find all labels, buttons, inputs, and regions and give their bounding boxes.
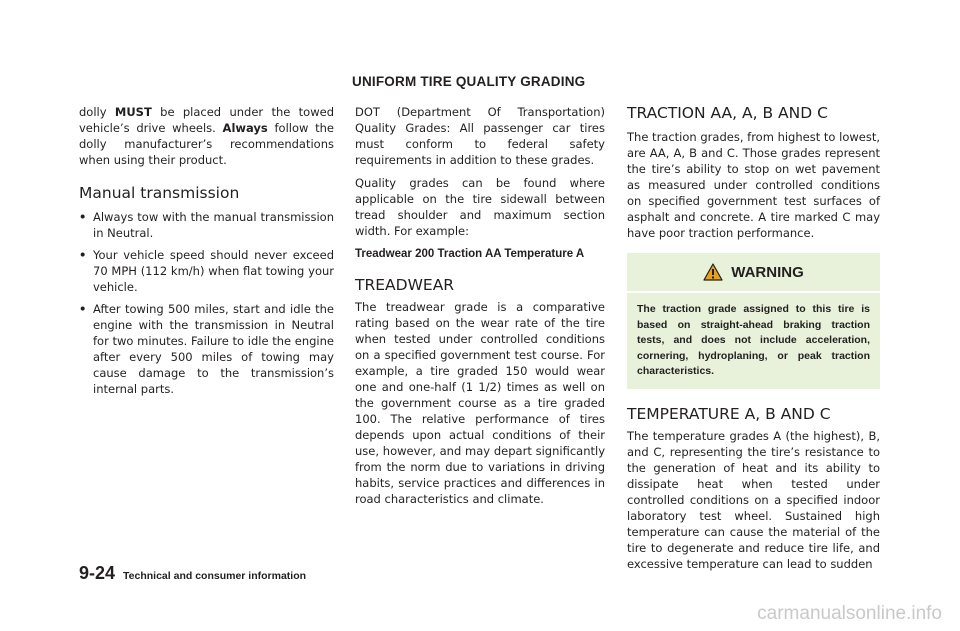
treadwear-paragraph: The treadwear grade is a comparative rating based on the wear rate of the tire when tested under controlled conditions on a specified government test course. For example, a tire graded 150 would wear one and one-half (1 1/2) times as well on the government course as a tire graded 100. The relative performance of tires depends upon actual conditions of their use, however, and may depart significantly from the norm due to variations in driving habits, service practices and differences in road characteristics and climate. [355, 300, 605, 506]
list-item [79, 301, 334, 397]
intro-text-1: dolly [79, 105, 107, 119]
intro-text-2: be placed under the towed vehicle’s drive wheels. [79, 105, 335, 135]
grade-example: Treadwear 200 Traction AA Temperature A [355, 248, 585, 260]
page-number: 9-24 [79, 563, 116, 583]
warning-box [627, 253, 880, 389]
traction-paragraph: The traction grades, from highest to lowest, are AA, A, B and C. Those grades represent the tire’s ability to stop on wet pavement as measured under controlled conditions on specified government test surfaces of asphalt and concrete. A tire marked C may have poor traction performance. [627, 130, 880, 240]
section-title: UNIFORM TIRE QUALITY GRADING [352, 74, 586, 89]
warning-text: The traction grade assigned to this tire is based on straight-ahead braking traction tests, and does not include acceleration, cornering, hydroplaning, or peak traction characteristics. [637, 303, 870, 377]
bullet-text: Always tow with the manual transmission in Neutral. [93, 210, 334, 240]
manual-transmission-heading: Manual transmission [79, 184, 240, 202]
bullet-dot: • [79, 302, 87, 316]
column-right [627, 104, 880, 572]
page-footer [79, 563, 306, 584]
bullet-text: After towing 500 miles, start and idle the engine with the transmission in Neutral for two minutes. Failure to idle the engine after every 500 miles of towing may cause damage to the transmission’s internal parts. [93, 302, 334, 396]
watermark: carmanualsonline.info [757, 603, 942, 624]
footer-chapter-title: Technical and consumer information [123, 570, 307, 582]
manual-transmission-list [79, 209, 334, 397]
always-emphasis: Always [222, 121, 268, 135]
dot-quality-grades-paragraph: DOT (Department Of Transportation) Quality Grades: All passenger car tires must conform to federal safety requirements in addition to these grades. [355, 105, 605, 167]
warning-triangle-icon [703, 263, 723, 281]
bullet-dot: • [79, 248, 87, 262]
list-item [79, 209, 334, 241]
warning-label: WARNING [731, 263, 804, 281]
temperature-heading: TEMPERATURE A, B AND C [627, 404, 831, 423]
bullet-text: Your vehicle speed should never exceed 70 MPH (112 km/h) when flat towing your vehicle. [93, 248, 334, 294]
quality-grades-location-paragraph: Quality grades can be found where applicable on the tire sidewall between tread shoulder and maximum section width. For example: [355, 176, 605, 238]
must-emphasis: MUST [114, 105, 152, 119]
traction-heading: TRACTION AA, A, B AND C [627, 104, 828, 122]
treadwear-heading: TREADWEAR [355, 276, 455, 294]
bullet-dot: • [79, 210, 87, 224]
list-item [79, 247, 334, 295]
towing-dolly-paragraph [79, 104, 334, 168]
temperature-paragraph: The temperature grades A (the highest), B, and C, representing the tire’s resistance to the generation of heat and its ability to dissipate heat when tested under controlled conditions on a specified indoor laboratory test wheel. Sustained high temperature can cause the material of the tire to degenerate and reduce tire life, and excessive temperature can lead to sudden [627, 428, 880, 571]
warning-body [627, 293, 880, 389]
warning-header [627, 253, 880, 291]
column-left [79, 104, 334, 397]
intro-text-3: follow the dolly manufacturer’s recommendations when using their product. [79, 121, 334, 167]
column-middle [355, 104, 605, 507]
